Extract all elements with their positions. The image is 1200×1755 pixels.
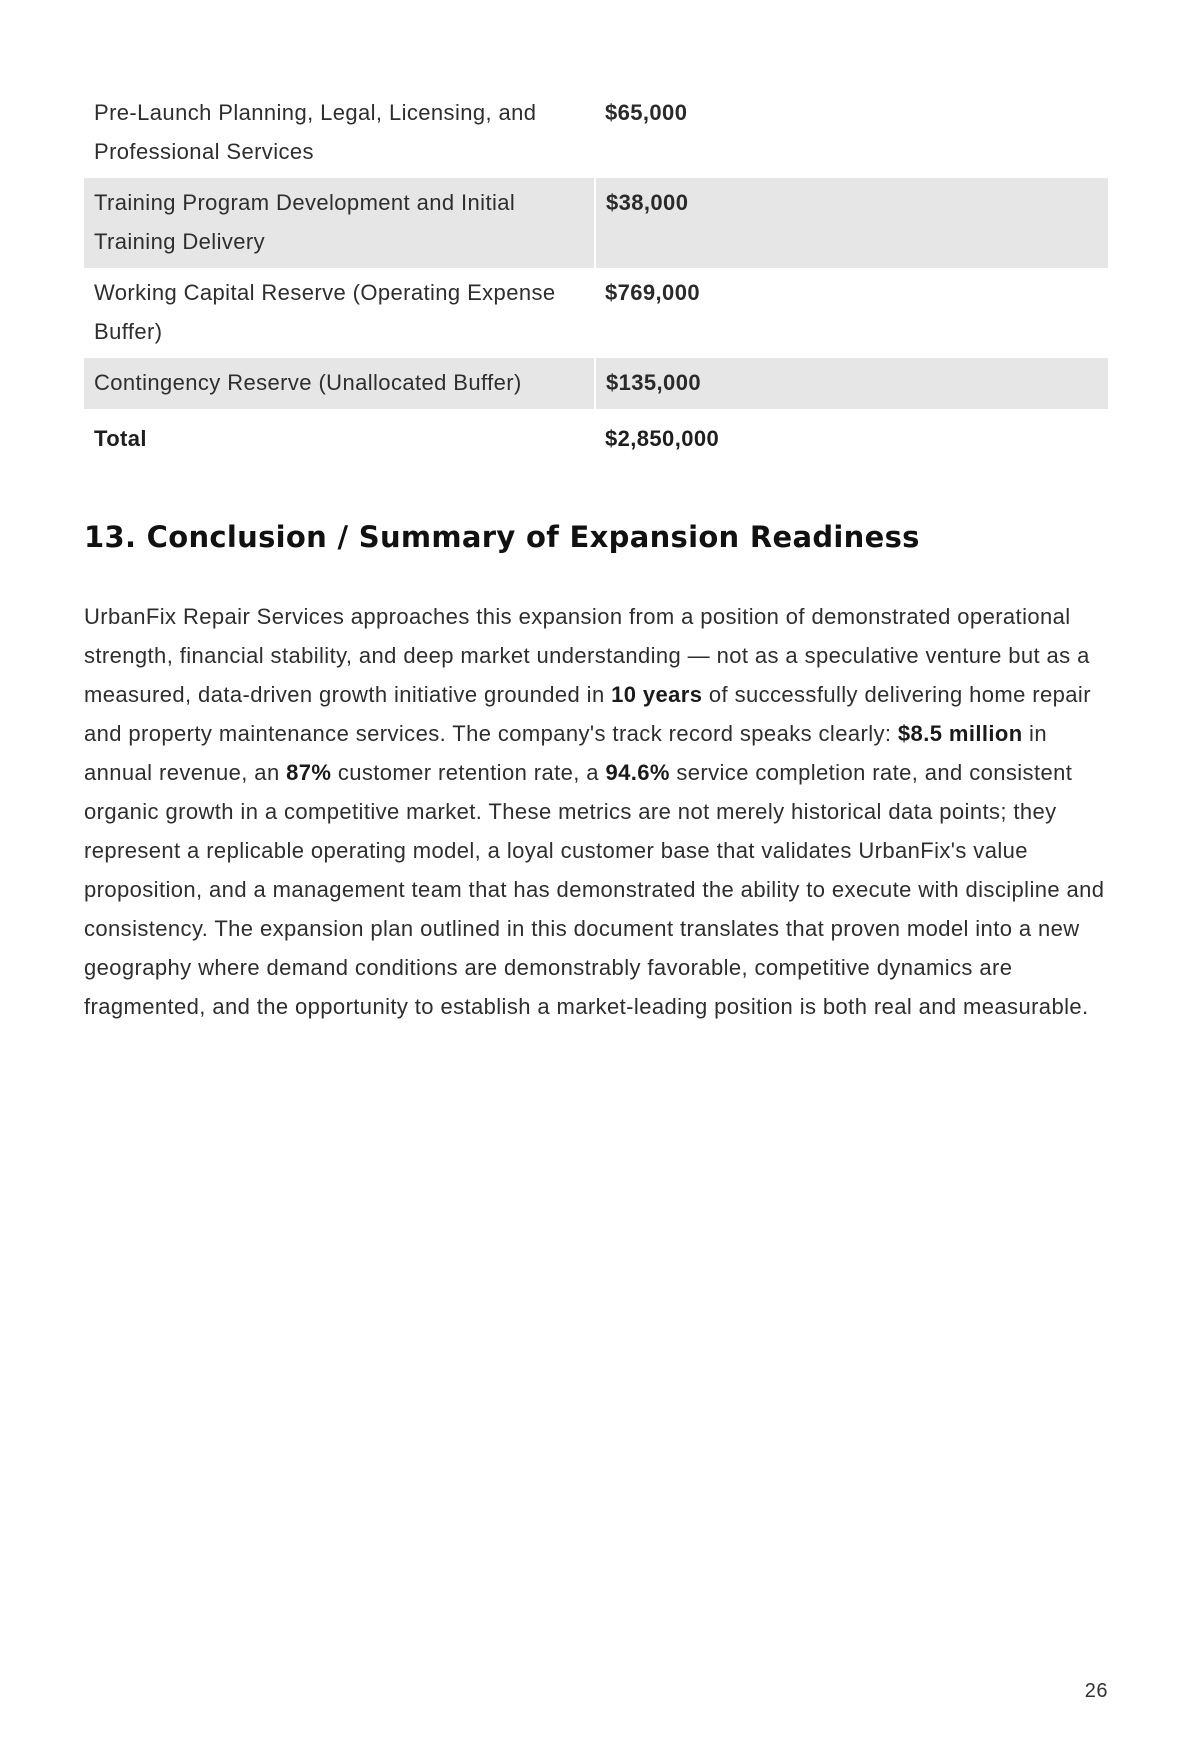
- row-amount: $769,000: [605, 280, 700, 305]
- paragraph-text: in annual revenue, an: [84, 721, 1047, 785]
- section-heading: 13. Conclusion / Summary of Expansion Readiness: [84, 520, 920, 554]
- document-page: [84, 88, 1108, 1026]
- highlight-revenue: $8.5 million: [897, 721, 1023, 746]
- highlight-completion: 94.6%: [605, 760, 670, 785]
- total-label: Total: [94, 426, 147, 451]
- table-row: [84, 88, 1108, 178]
- total-row: [84, 409, 1108, 465]
- table-row: [84, 268, 1108, 358]
- row-amount: $135,000: [595, 358, 1108, 409]
- paragraph-text: of successfully delivering home repair and property maintenance services. The company's track record speaks clearly:: [84, 682, 1091, 746]
- row-amount: $38,000: [595, 178, 1108, 268]
- row-label: Working Capital Reserve (Operating Expense Buffer): [94, 280, 556, 344]
- table-row: [84, 358, 1108, 409]
- total-amount: $2,850,000: [605, 426, 720, 451]
- paragraph-text: UrbanFix Repair Services approaches this expansion from a position of demonstrated operational strength, financial stability, and deep market understanding — not as a speculative venture but as a measured, data-driven growth initiative grounded in: [84, 604, 1090, 707]
- paragraph-text: customer retention rate, a: [331, 760, 606, 785]
- row-label: Pre-Launch Planning, Legal, Licensing, and Professional Services: [94, 100, 537, 164]
- page-number: 26: [1084, 1680, 1108, 1702]
- budget-table: [84, 88, 1108, 465]
- row-label: Contingency Reserve (Unallocated Buffer): [84, 358, 595, 409]
- summary-paragraph: [84, 597, 1108, 1026]
- highlight-retention: 87%: [286, 760, 332, 785]
- table-row: [84, 178, 1108, 268]
- row-label: Training Program Development and Initial Training Delivery: [84, 178, 595, 268]
- paragraph-text: service completion rate, and consistent organic growth in a competitive market. These metrics are not merely historical data points; they represent a replicable operating model, a loyal customer base that validates UrbanFix's value proposition, and a management team that has demonstrated the ability to execute with discipline and consistency. The expansion plan outlined in this document translates that proven model into a new geography where demand conditions are demonstrably favorable, competitive dynamics are fragmented, and the opportunity to establish a market-leading position is both real and measurable.: [84, 760, 1105, 1019]
- row-amount: $65,000: [605, 100, 688, 125]
- highlight-years: 10 years: [611, 682, 703, 707]
